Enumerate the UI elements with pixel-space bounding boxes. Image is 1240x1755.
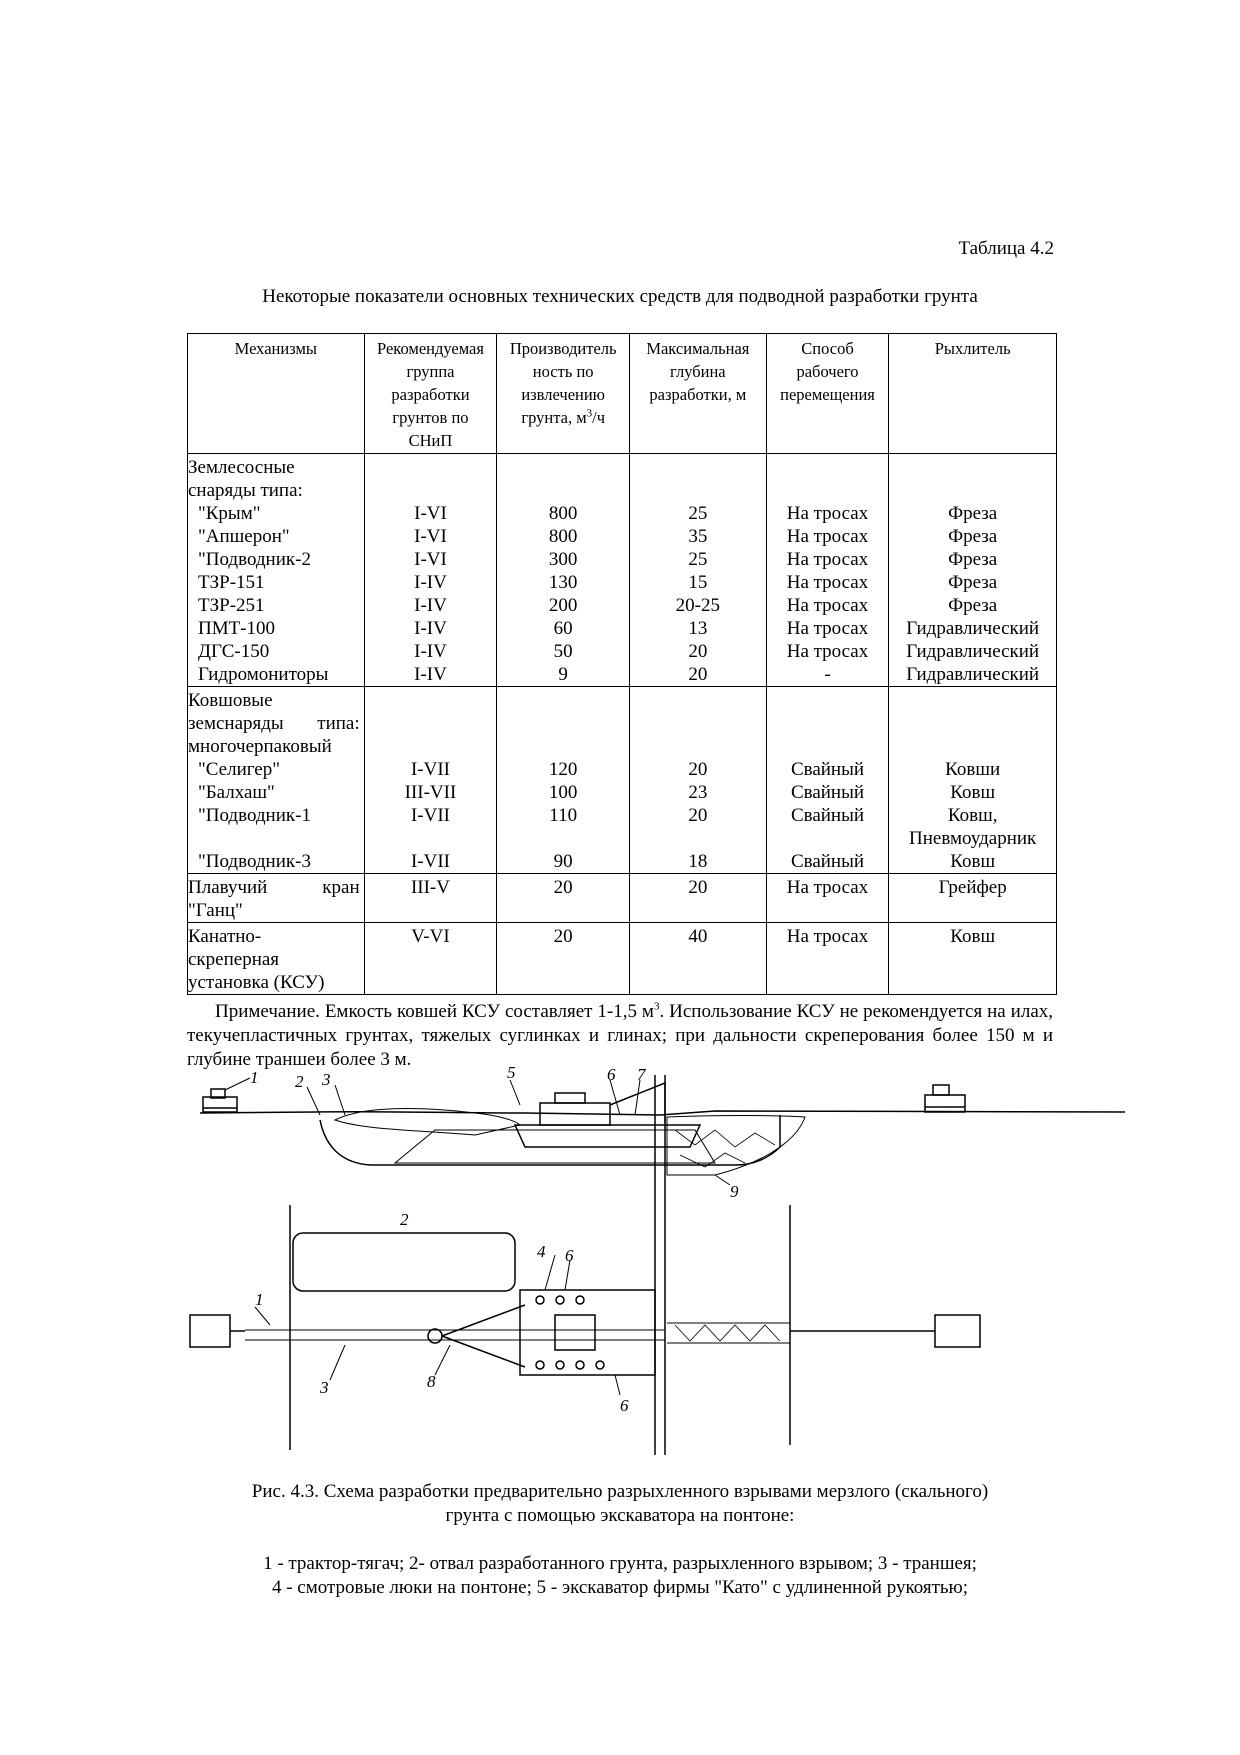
depth-cell: 20 23 20 18	[630, 687, 767, 874]
figure-label: 2	[400, 1210, 409, 1229]
table-number: Таблица 4.2	[958, 238, 1054, 259]
excavation-scheme-figure	[195, 1063, 1120, 1455]
table-note: Примечание. Емкость ковшей КСУ составляет 1-1,5 $м^3$. Использование КСУ не рекомендуется на илах, текучепластичных грунтах, тяжелых суглинках и глинах; при дальности скреперования более 150 м и глубине траншеи более 3 м.	[187, 1000, 1053, 1070]
movement-cell: Свайный Свайный Свайный Свайный	[766, 687, 889, 874]
figure-label: 9	[730, 1182, 739, 1201]
soil-group-cell: III-V	[364, 874, 497, 923]
depth-cell: 20	[630, 874, 767, 923]
header-productivity: Производитель ность по извлечению грунта, $м^3/ч$	[497, 334, 630, 454]
figure-label: 6	[607, 1065, 616, 1084]
header-ripper: Рыхлитель	[889, 334, 1057, 454]
header-movement: Способ рабочего перемещения	[766, 334, 889, 454]
figure-label: 6	[565, 1246, 574, 1265]
tractor-icon	[203, 1089, 237, 1112]
pontoon-excavator	[515, 1083, 700, 1147]
ripper-cell: Ковши Ковш Ковш, Пневмоударник Ковш	[889, 687, 1057, 874]
figure-label: 3	[320, 1378, 329, 1397]
data-table	[187, 333, 1057, 995]
movement-cell: На тросах	[766, 923, 889, 995]
table-row	[188, 687, 1057, 874]
depth-cell: 25 35 25 15 20-25 13 20 20	[630, 454, 767, 687]
productivity-cell: 20	[497, 923, 630, 995]
group-suction-dredgers: Землесосные снаряды типа: "Крым" "Апшерон" "Подводник-2 ТЗР-151 ТЗР-251 ПМТ-100 ДГС-150 Гидромониторы	[188, 454, 365, 687]
figure-legend: 1 - трактор-тягач; 2- отвал разработанного грунта, разрыхленного взрывом; 3 - траншея; 4 - смотровые люки на понтоне; 5 - экскаватор фирмы "Като" с удлиненной рукоятью;	[263, 1553, 977, 1598]
ripper-cell: Ковш	[889, 923, 1057, 995]
ripper-cell: Фреза Фреза Фреза Фреза Фреза Гидравлический Гидравлический Гидравлический	[889, 454, 1057, 687]
table-row	[188, 874, 1057, 923]
depth-cell: 40	[630, 923, 767, 995]
cross-section-view	[200, 1075, 1125, 1455]
table-row	[188, 923, 1057, 995]
tractor-icon	[915, 1315, 980, 1347]
figure-label: 5	[507, 1063, 516, 1082]
table-row	[188, 454, 1057, 687]
table-title: Некоторые показатели основных технических средств для подводной разработки грунта	[262, 286, 978, 307]
header-row	[188, 334, 1057, 454]
figure-label: 8	[427, 1372, 436, 1391]
productivity-cell: 120 100 110 90	[497, 687, 630, 874]
figure-label: 1	[250, 1068, 259, 1087]
movement-cell: На тросах На тросах На тросах На тросах На тросах На тросах На тросах -	[766, 454, 889, 687]
floating-crane-cell: Плавучий кран "Ганц"	[188, 874, 365, 923]
header-max-depth: Максимальная глубина разработки, м	[630, 334, 767, 454]
productivity-cell: 20	[497, 874, 630, 923]
figure-label: 7	[637, 1065, 646, 1084]
header-soil-group: Рекомендуемая группа разработки грунтов по СНиП	[364, 334, 497, 454]
spoil-pile	[293, 1233, 515, 1291]
tractor-icon	[925, 1085, 965, 1112]
soil-group-cell: I-VI I-VI I-VI I-IV I-IV I-IV I-IV I-IV	[364, 454, 497, 687]
plan-view	[190, 1205, 980, 1450]
figure-label: 4	[537, 1242, 546, 1261]
figure-label: 2	[295, 1072, 304, 1091]
pontoon-plan	[520, 1290, 655, 1375]
header-mechanisms: Механизмы	[188, 334, 365, 454]
productivity-cell: 800 800 300 130 200 60 50 9	[497, 454, 630, 687]
figure-caption: Рис. 4.3. Схема разработки предварительно разрыхленного взрывами мерзлого (скального) грунта с помощью экскаватора на понтоне:	[251, 1481, 989, 1526]
figure-label: 6	[620, 1396, 629, 1415]
ripper-cell: Грейфер	[889, 874, 1057, 923]
figure-label: 1	[255, 1290, 264, 1309]
movement-cell: На тросах	[766, 874, 889, 923]
group-bucket-dredgers: Ковшовые земснаряды типа: многочерпаковый "Селигер" "Балхаш" "Подводник-1 "Подводник-3	[188, 687, 365, 874]
ground-line	[200, 1111, 1125, 1115]
soil-group-cell: V-VI	[364, 923, 497, 995]
figure-label: 3	[322, 1070, 331, 1089]
tractor-icon	[190, 1315, 245, 1347]
ksu-cell: Канатно- скреперная установка (КСУ)	[188, 923, 365, 995]
excavation-pit	[320, 1115, 780, 1165]
soil-group-cell: I-VII III-VII I-VII I-VII	[364, 687, 497, 874]
pulley	[428, 1329, 442, 1343]
